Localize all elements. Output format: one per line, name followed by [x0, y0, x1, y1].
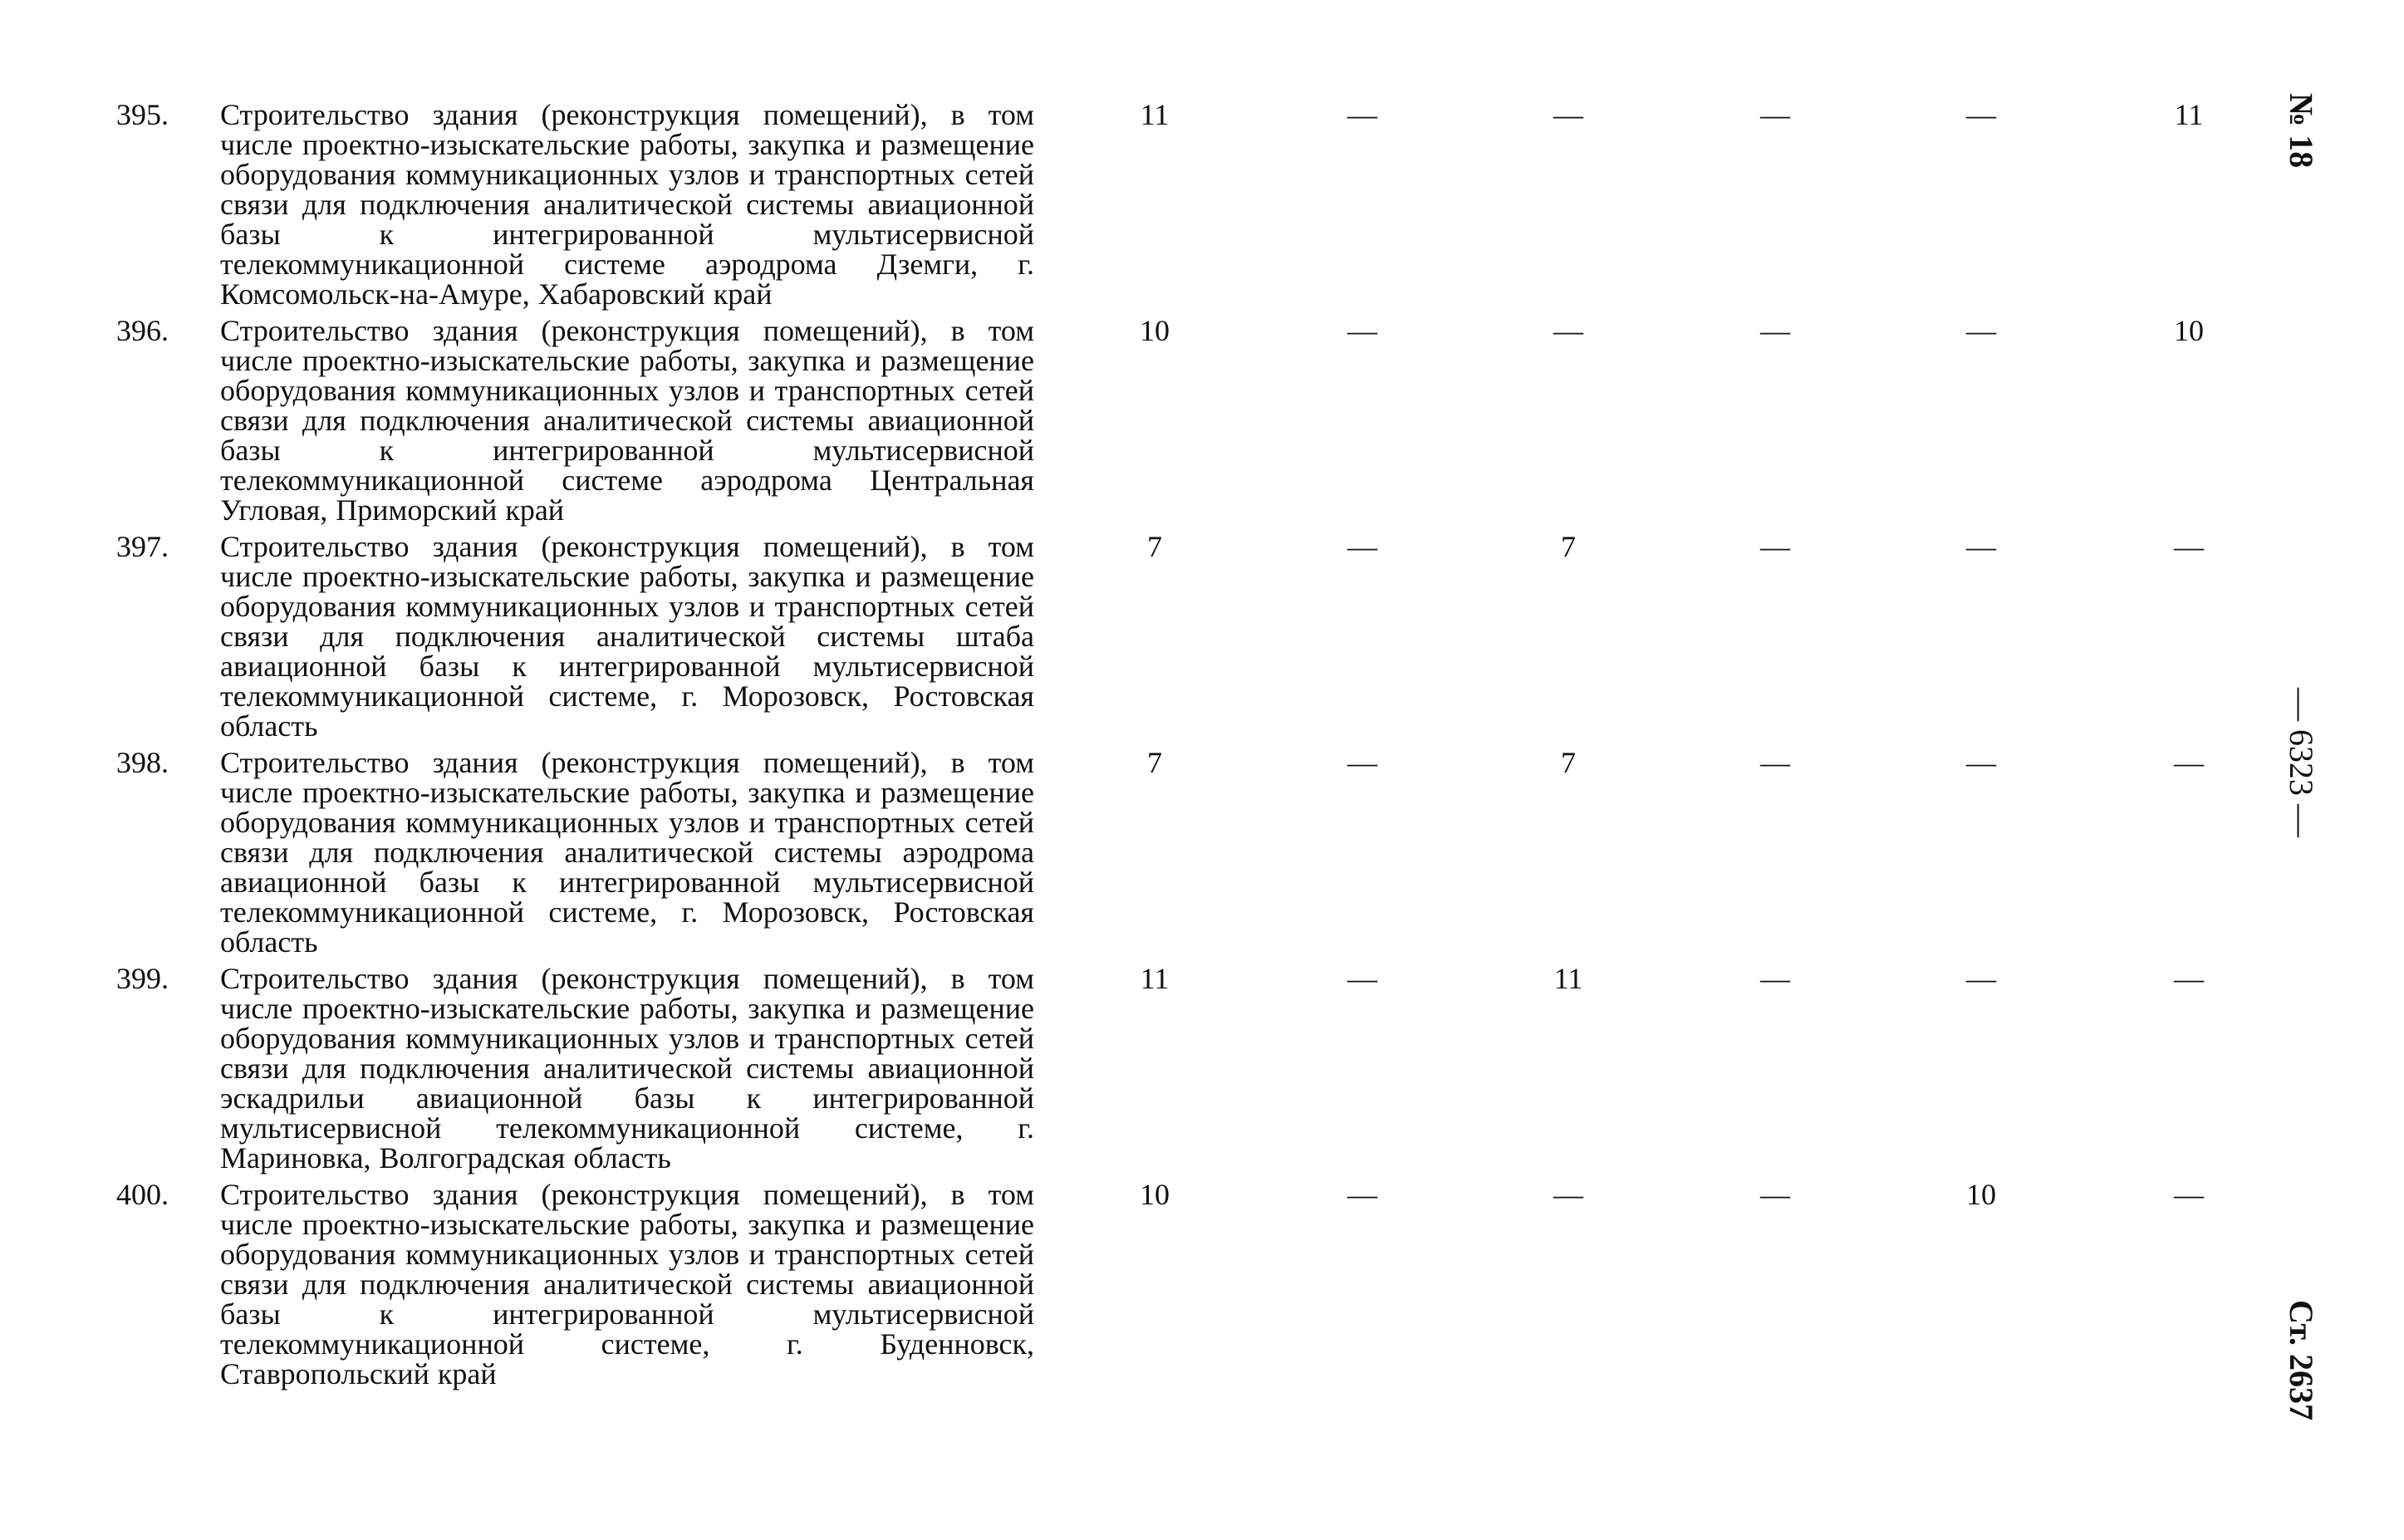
row-value-3: — — [1760, 746, 1790, 779]
row-value-5: — — [2174, 746, 2204, 779]
row-description: Строительство здания (реконструкция помещений), в том числе проектно-изыскательские работы, закупка и размещение оборудования коммуникационных узлов и транспортных сетей связи для подключения аналитической системы штаба авиационной базы к интегрированной мультисервисной телекоммуникационной системе, г. Морозовск, Ростовская область — [220, 530, 1034, 743]
row-value-total: 11 — [1140, 98, 1170, 131]
row-number: 397. — [116, 530, 169, 563]
row-value-1: — — [1347, 314, 1377, 347]
table-row — [0, 532, 2284, 748]
row-value-5: — — [2174, 530, 2204, 563]
row-value-1: — — [1347, 962, 1377, 995]
row-description: Строительство здания (реконструкция помещений), в том числе проектно-изыскательские работы, закупка и размещение оборудования коммуникационных узлов и транспортных сетей связи для подключения аналитической системы аэродрома авиационной базы к интегрированной мультисервисной телекоммуникационной системе, г. Морозовск, Ростовская область — [220, 746, 1034, 959]
row-value-total: 7 — [1147, 530, 1162, 563]
row-description: Строительство здания (реконструкция помещений), в том числе проектно-изыскательские работы, закупка и размещение оборудования коммуникационных узлов и транспортных сетей связи для подключения аналитической системы авиационной базы к интегрированной мультисервисной телекоммуникационной системе, г. Буденновск, Ставропольский край — [220, 1178, 1034, 1390]
article-number: Ст. 2637 — [2283, 1300, 2320, 1420]
row-value-3: — — [1760, 314, 1790, 347]
row-value-5: 10 — [2174, 314, 2204, 347]
table-row — [0, 100, 2284, 316]
table-row — [0, 1180, 2284, 1395]
row-value-1: — — [1347, 530, 1377, 563]
table-row — [0, 964, 2284, 1180]
issue-number: № 18 — [2283, 93, 2320, 169]
row-value-2: 11 — [1553, 962, 1583, 995]
row-value-3: — — [1760, 530, 1790, 563]
row-value-3: — — [1760, 1178, 1790, 1211]
row-value-2: — — [1553, 98, 1583, 131]
row-value-total: 10 — [1140, 1178, 1170, 1211]
page-number: — 6323 — — [2283, 688, 2320, 837]
row-value-3: — — [1760, 98, 1790, 131]
table-row — [0, 316, 2284, 532]
row-description: Строительство здания (реконструкция помещений), в том числе проектно-изыскательские работы, закупка и размещение оборудования коммуникационных узлов и транспортных сетей связи для подключения аналитической системы авиационной базы к интегрированной мультисервисной телекоммуникационной системе аэродрома Дземги, г. Комсомольск-на-Амуре, Хабаровский край — [220, 98, 1034, 311]
row-value-2: — — [1553, 1178, 1583, 1211]
row-value-5: — — [2174, 962, 2204, 995]
row-value-total: 10 — [1140, 314, 1170, 347]
row-value-1: — — [1347, 1178, 1377, 1211]
row-value-1: — — [1347, 98, 1377, 131]
row-description: Строительство здания (реконструкция помещений), в том числе проектно-изыскательские работы, закупка и размещение оборудования коммуникационных узлов и транспортных сетей связи для подключения аналитической системы авиационной эскадрильи авиационной базы к интегрированной мультисервисной телекоммуникационной системе, г. Мариновка, Волгоградская область — [220, 962, 1034, 1175]
row-value-5: — — [2174, 1178, 2204, 1211]
row-value-2: 7 — [1561, 530, 1576, 563]
row-value-4: 10 — [1966, 1178, 1996, 1211]
row-value-total: 7 — [1147, 746, 1162, 779]
row-value-total: 11 — [1140, 962, 1170, 995]
row-value-4: — — [1966, 530, 1996, 563]
row-value-4: — — [1966, 98, 1996, 131]
row-value-4: — — [1966, 746, 1996, 779]
row-number: 399. — [116, 962, 169, 995]
row-value-4: — — [1966, 962, 1996, 995]
row-number: 398. — [116, 746, 169, 779]
row-value-2: 7 — [1561, 746, 1576, 779]
row-value-1: — — [1347, 746, 1377, 779]
row-value-2: — — [1553, 314, 1583, 347]
row-value-4: — — [1966, 314, 1996, 347]
row-value-3: — — [1760, 962, 1790, 995]
row-number: 395. — [116, 98, 169, 131]
row-number: 400. — [116, 1178, 169, 1211]
row-value-5: 11 — [2174, 98, 2204, 131]
table-row — [0, 748, 2284, 964]
row-description: Строительство здания (реконструкция помещений), в том числе проектно-изыскательские работы, закупка и размещение оборудования коммуникационных узлов и транспортных сетей связи для подключения аналитической системы авиационной базы к интегрированной мультисервисной телекоммуникационной системе аэродрома Центральная Угловая, Приморский край — [220, 314, 1034, 527]
row-number: 396. — [116, 314, 169, 347]
